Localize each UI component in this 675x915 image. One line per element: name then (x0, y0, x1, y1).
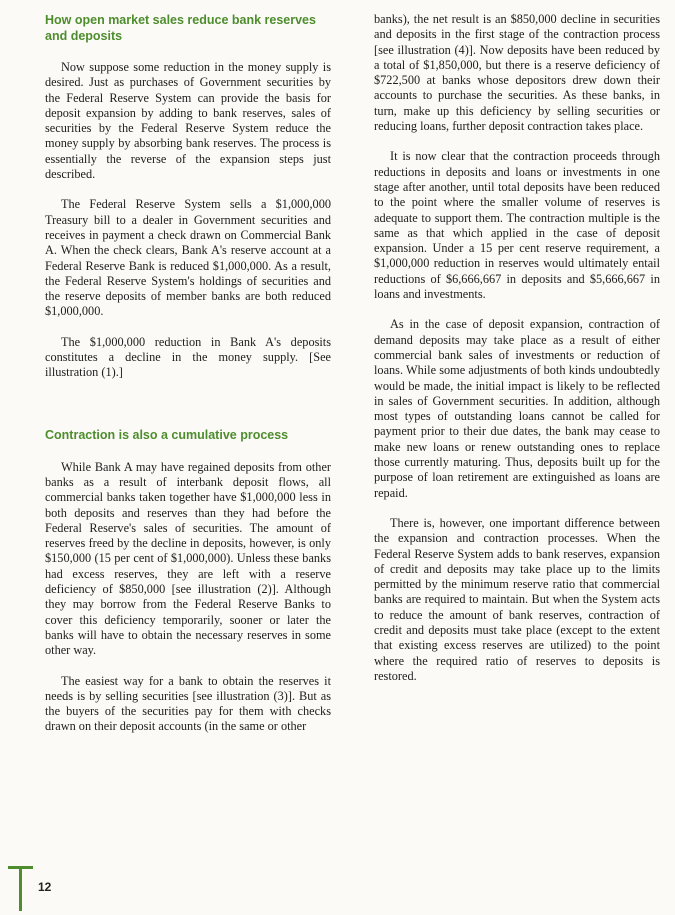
paragraph: Now suppose some reduction in the money supply is desired. Just as purchases of Government securities by the Federal Reserve System can provide the basis for deposit expansion by adding to bank reserves, sales of securities by the Federal Reserve System reduce the money supply by absorbing bank reserves. The process is essentially the reverse of the expansion steps just described. (45, 60, 331, 182)
section-heading-open-market-sales: How open market sales reduce bank reserves and deposits (45, 13, 316, 43)
paragraph: While Bank A may have regained deposits from other banks as a result of interbank deposit flows, all commercial banks taken together have $1,000,000 less in both deposits and reserves than they had before the Federal Reserve's sales of securities. The amount of reserves freed by the decline in deposits, however, is only $150,000 (15 per cent of $1,000,000). Unless these banks had excess reserves, they are left with a reserve deficiency of $850,000 [see illustration (2)]. Although they may borrow from the Federal Reserve Banks to cover this deficiency temporarily, sooner or later the banks will have to obtain the necessary reserves in some other way. (45, 459, 331, 658)
paragraph: The easiest way for a bank to obtain the reserves it needs is by selling securities [see illustration (3)]. But as the buyers of the securities pay for them with checks drawn on their deposit accounts (in the same or other (45, 673, 331, 734)
paragraph: There is, however, one important difference between the expansion and contraction processes. When the Federal Reserve System adds to bank reserves, expansion of credit and deposits may take place up to the limits permitted by the minimum reserve ratio that commercial banks are required to maintain. But when the System acts to reduce the amount of bank reserves, contraction of credit and deposits must take place (except to the extent that existing excess reserves are utilized) to the point where the required ratio of reserves to deposits is restored. (374, 515, 660, 683)
paragraph: The $1,000,000 reduction in Bank A's deposits constitutes a decline in the money supply. [See illustration (1).] (45, 334, 331, 380)
paragraph: The Federal Reserve System sells a $1,000,000 Treasury bill to a dealer in Government securities and receives in payment a check drawn on Commercial Bank A. When the check clears, Bank A's reserve account at a Federal Reserve Bank is reduced $1,000,000. As a result, the Federal Reserve System's holdings of securities and the reserve deposits of member banks are both reduced $1,000,000. (45, 197, 331, 319)
paragraph: It is now clear that the contraction proceeds through reductions in deposits and loans or investments in one stage after another, until total deposits have been reduced to the point where the smaller volume of reserves is adequate to support them. The contraction multiple is the same as that which applied in the case of deposit expansion. Under a 15 per cent reserve requirement, a $1,000,000 reduction in reserves would ultimately entail reductions of $6,666,667 in deposits and $5,666,667 in loans and investments. (374, 149, 660, 302)
folio-mark-stem (19, 866, 22, 911)
left-column (45, 12, 331, 750)
right-column (374, 12, 660, 699)
page-number: 12 (38, 880, 52, 894)
paragraph: As in the case of deposit expansion, contraction of demand deposits may take place as a result of either commercial bank sales of investments or reduction of loans. While some adjustments of both kinds undoubtedly would be made, the initial impact is likely to be reflected in sales of Government securities. In addition, although most types of outstanding loans cannot be called for payment prior to their due dates, the bank may cease to make new loans or renew outstanding ones to replace those currently maturing. Thus, deposits built up for the purpose of loan retirement are extinguished as loans are repaid. (374, 317, 660, 500)
paragraph-continued: banks), the net result is an $850,000 decline in securities and deposits in the first stage of the contraction process [see illustration (4)]. Now deposits have been reduced by a total of $1,850,000, but there is a reserve deficiency of $722,500 at banks whose depositors drew down their accounts to purchase the securities. As these banks, in turn, make up this deficiency by selling securities or reducing loans, further deposit contraction takes place. (374, 12, 660, 134)
section-heading-contraction-cumulative: Contraction is also a cumulative process (45, 427, 289, 442)
